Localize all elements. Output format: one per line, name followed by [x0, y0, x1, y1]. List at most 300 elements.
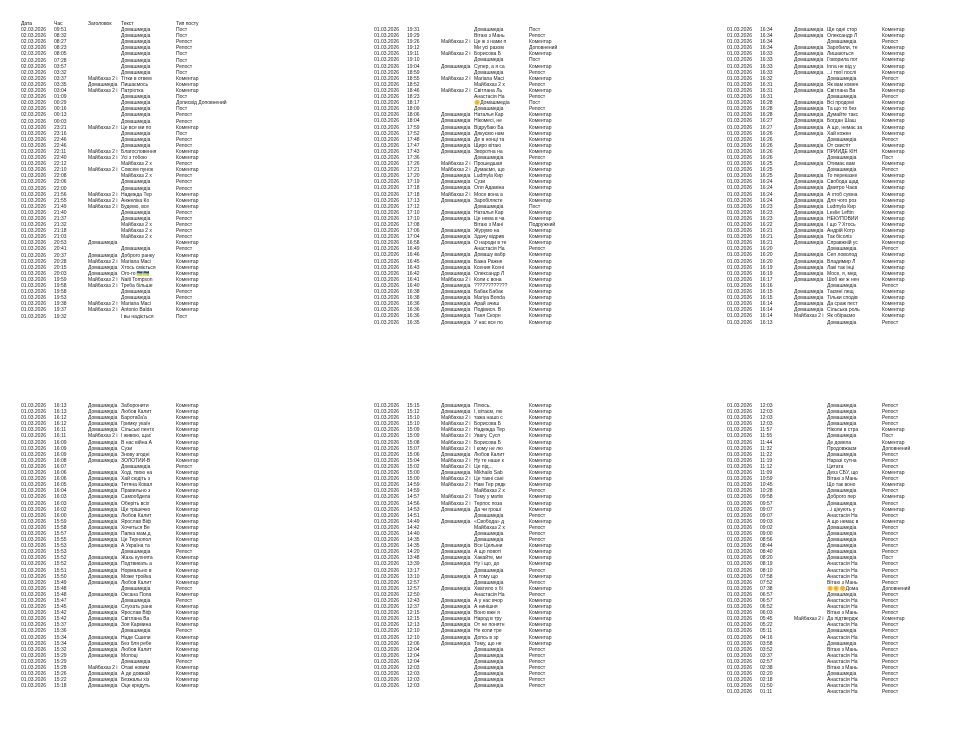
cell-date: 01.03.2026 [374, 69, 400, 76]
cell-text: Mariya Bonda [474, 295, 505, 302]
cell-post-type: Пост [176, 106, 188, 113]
cell-text: Домашмедіа [121, 216, 151, 222]
cell-text: Домашмедіа [474, 203, 504, 210]
cell-time: 15:36 [54, 628, 67, 635]
cell-time: 17:06 [407, 228, 420, 235]
cell-post-type: Коментар [882, 258, 905, 265]
cell-title: Домашмедіа [794, 130, 824, 137]
cell-text: Журумо на [474, 228, 500, 235]
cell-text: Ксения Ксені [474, 264, 504, 271]
cell-date: 01.03.2026 [21, 415, 47, 422]
cell-text: Самообдела [121, 494, 151, 501]
cell-title: Майбахаз 2 і [88, 197, 118, 204]
cell-date: 01.03.2026 [21, 610, 47, 617]
cell-post-type: Коментар [529, 161, 552, 168]
cell-post-type: Репост [882, 136, 899, 143]
cell-post-type: Коментар [176, 567, 199, 574]
cell-post-type: Репост [176, 658, 193, 665]
cell-title: Домашмедіа [441, 403, 471, 409]
cell-post-type: Коментар [176, 671, 199, 678]
cell-time: 23:16 [54, 130, 67, 137]
cell-time: 15:00 [407, 476, 420, 483]
cell-text: Хакайте, ми [474, 555, 503, 562]
cell-time: 16:28 [760, 100, 773, 107]
cell-time: 11:57 [760, 427, 773, 434]
cell-text: Совсем пунок [121, 167, 154, 174]
cell-title: Домашмедіа [441, 409, 471, 416]
cell-title: Майбахаз 2 і [441, 167, 471, 174]
cell-time: 14:20 [407, 549, 420, 556]
cell-text: Домашмедіа [474, 69, 504, 76]
cell-time: 16:03 [54, 500, 67, 507]
cell-text: Домашмедіа [827, 409, 857, 416]
cell-post-type: Коментар [176, 148, 199, 155]
cell-text: Вітаю з Мань [827, 579, 858, 586]
cell-text: Анастасія На [827, 567, 858, 574]
cell-title: Домашмедіа [88, 543, 118, 550]
cell-text: Домашмедіа [121, 142, 151, 149]
cell-title: Майбахаз 2 і [88, 155, 118, 162]
cell-date: 01.03.2026 [374, 457, 400, 464]
cell-text: Домашмедіа [474, 671, 504, 678]
cell-post-type: Пост [529, 57, 541, 64]
cell-date: 01.03.2026 [727, 573, 753, 580]
cell-title: Майбахаз 2 і [441, 494, 471, 501]
cell-time: 21:03 [54, 234, 67, 241]
cell-text: Mariana Macі [121, 258, 152, 265]
cell-date: 01.03.2026 [21, 634, 47, 641]
cell-title: Домашмедіа [88, 403, 118, 409]
cell-title: Домашмедіа [88, 470, 118, 477]
cell-post-type: Пост [529, 100, 541, 107]
cell-date: 01.03.2026 [374, 488, 400, 495]
cell-title: Домашмедіа [794, 179, 824, 186]
cell-post-type: Коментар [529, 252, 552, 259]
cell-text: Хватило х бі [474, 585, 503, 592]
cell-date: 01.03.2026 [727, 39, 753, 46]
cell-text: Світлана Ва [827, 87, 856, 94]
cell-date: 01.03.2026 [21, 524, 47, 531]
cell-date: 01.03.2026 [374, 677, 400, 684]
cell-text: В нас війна А [121, 439, 152, 446]
cell-title: Домашмедіа [794, 215, 824, 222]
cell-date: 01.03.2026 [374, 301, 400, 308]
cell-post-type: Репост [529, 646, 546, 653]
cell-title: Майбахаз 2 і [441, 427, 471, 434]
cell-time: 15:48 [54, 585, 67, 592]
cell-post-type: Репост [882, 671, 899, 678]
cell-text: Ми усі разом [474, 45, 504, 52]
cell-time: 12:03 [760, 403, 773, 409]
cell-post-type: Коментар [529, 148, 552, 155]
cell-time: 11:55 [760, 433, 773, 440]
cell-time: 18:17 [407, 100, 420, 107]
cell-post-type: Коментар [529, 494, 552, 501]
cell-time: 19:04 [407, 63, 420, 70]
cell-date: 01.03.2026 [21, 616, 47, 623]
cell-date: 01.03.2026 [374, 665, 400, 672]
cell-time: 13:17 [407, 567, 420, 574]
cell-post-type: Коментар [529, 445, 552, 452]
cell-title: Майбахаз 2 і [441, 87, 471, 94]
cell-time: 12:10 [407, 628, 420, 635]
cell-post-type: Коментар [176, 270, 199, 277]
cell-time: 14:40 [407, 530, 420, 537]
cell-text: Мосе вона а [474, 191, 503, 198]
cell-date: 01.03.2026 [374, 579, 400, 586]
cell-text: Дякуємо нам [474, 130, 504, 137]
cell-date: 01.03.2026 [727, 264, 753, 271]
cell-date: 01.03.2026 [21, 476, 47, 483]
cell-date: 01.03.2026 [374, 246, 400, 253]
cell-post-type: Коментар [176, 445, 199, 452]
cell-text: Де довела [827, 439, 852, 446]
cell-title: Домашмедіа [794, 112, 824, 119]
cell-date: 01.03.2026 [374, 494, 400, 501]
cell-text: Домашмедіа [121, 209, 151, 216]
cell-title: Домашмедіа [441, 598, 471, 604]
cell-title: Домашмедіа [441, 616, 471, 623]
cell-text: І що ? Хтось [827, 222, 856, 228]
cell-time: 14:35 [407, 543, 420, 550]
header-text: Текст [121, 21, 134, 27]
cell-text: Ну і що, до [474, 561, 500, 568]
cell-time: 08:19 [760, 561, 773, 568]
cell-post-type: Репост [882, 451, 899, 458]
cell-title: Домашмедіа [88, 677, 118, 684]
cell-date: 01.03.2026 [727, 470, 753, 477]
cell-text: Домашмедіа [827, 94, 857, 101]
cell-post-type: Коментар [529, 173, 552, 180]
cell-post-type: Коментар [529, 421, 552, 428]
cell-title: Домашмедіа [88, 409, 118, 416]
cell-date: 01.03.2026 [374, 148, 400, 155]
cell-text: Тетяна Ковал [121, 482, 153, 489]
cell-text: Домашмедіа [121, 94, 151, 101]
cell-time: 16:33 [760, 63, 773, 70]
cell-date: 01.03.2026 [374, 683, 400, 690]
cell-title: Домашмедіа [88, 555, 118, 562]
cell-title: Домашмедіа [441, 179, 471, 186]
cell-text: Домашмедіа [121, 51, 151, 58]
cell-text: Може тройка [121, 573, 152, 580]
cell-date: 01.03.2026 [374, 130, 400, 137]
cell-date: 01.03.2026 [727, 27, 753, 33]
cell-post-type: Репост [176, 45, 193, 52]
cell-text: Пишаємось [121, 81, 149, 88]
cell-title: Майбахаз 2 і [88, 433, 118, 440]
cell-post-type: Коментар [176, 258, 199, 265]
cell-text: 🌼Домашмедіа [474, 100, 510, 107]
cell-title: Домашмедіа [794, 276, 824, 283]
cell-text: Для чого роз [827, 197, 857, 204]
cell-text: Домашмедіа [827, 640, 857, 647]
cell-time: 19:11 [407, 51, 420, 58]
cell-text: Домашмедіа [827, 530, 857, 537]
cell-text: Домашмедіа [474, 537, 504, 544]
cell-post-type: Коментар [529, 282, 552, 289]
cell-date: 01.03.2026 [374, 463, 400, 470]
cell-post-type: Коментар [176, 616, 199, 623]
cell-time: 12:04 [407, 652, 420, 659]
cell-date: 01.03.2026 [727, 240, 753, 247]
cell-text: Вітаю з Мані [474, 222, 504, 228]
cell-text: Любов Калит [121, 512, 152, 519]
cell-text: Домашмедіа [121, 136, 151, 143]
cell-time: 15:08 [407, 439, 420, 446]
cell-date: 01.03.2026 [21, 677, 47, 684]
cell-text: Анастасія На [827, 604, 858, 611]
cell-time: 20:15 [54, 264, 67, 271]
cell-post-type: Репост [529, 671, 546, 678]
cell-time: 16:28 [760, 112, 773, 119]
cell-title: Домашмедіа [441, 130, 471, 137]
cell-time: 17:20 [407, 173, 420, 180]
cell-post-type: Репост [882, 573, 899, 580]
cell-title: Майбахаз 2 і [441, 445, 471, 452]
cell-post-type: Доповнений [882, 445, 911, 452]
cell-time: 08:56 [760, 537, 773, 544]
cell-text: Що так воно [827, 482, 856, 489]
cell-date: 01.03.2026 [727, 543, 753, 550]
cell-post-type: Коментар [529, 185, 552, 192]
cell-post-type: Коментар [529, 409, 552, 416]
cell-time: 21:40 [54, 209, 67, 216]
cell-time: 16:58 [407, 240, 420, 247]
cell-text: Домашмедіа [827, 433, 857, 440]
cell-text: Mikhailo Sab [474, 470, 503, 477]
cell-time: 02:57 [760, 658, 773, 665]
cell-time: 22:46 [54, 142, 67, 149]
cell-text: Домашмедіа [121, 112, 151, 119]
cell-title: Домашмедіа [441, 573, 471, 580]
cell-date: 01.03.2026 [21, 216, 47, 222]
cell-time: 22:12 [54, 161, 67, 168]
cell-time: 22:40 [54, 155, 67, 162]
cell-post-type: Коментар [529, 415, 552, 422]
cell-post-type: Репост [176, 142, 193, 149]
cell-text: Майбахаз 2 х [474, 81, 505, 88]
cell-text: Домашмедіа [474, 567, 504, 574]
cell-date: 01.03.2026 [21, 512, 47, 519]
header-time: Час [54, 21, 63, 27]
cell-text: Домашмедіа [827, 524, 857, 531]
cell-time: 03:32 [54, 69, 67, 76]
cell-text: Antonio Balda [121, 307, 153, 314]
cell-date: 01.03.2026 [727, 252, 753, 259]
cell-title: Домашмедіа [88, 476, 118, 483]
cell-text: Свобода щад [827, 179, 859, 186]
cell-text: Анастасія На [474, 94, 505, 101]
cell-post-type: Репост [529, 530, 546, 537]
cell-text: Нікомесі, не [474, 118, 502, 125]
cell-text: Будемо, все [121, 203, 150, 210]
cell-time: 15:51 [54, 567, 67, 574]
cell-time: 14:49 [407, 518, 420, 525]
cell-time: 15:50 [54, 573, 67, 580]
cell-date: 01.03.2026 [374, 197, 400, 204]
cell-time: 02:38 [760, 665, 773, 672]
cell-text: Ludmyla Кир [827, 203, 856, 210]
cell-title: Майбахаз 2 і [441, 482, 471, 489]
cell-title: Домашмедіа [88, 524, 118, 531]
cell-date: 01.03.2026 [727, 33, 753, 40]
cell-time: 15:12 [407, 409, 420, 416]
cell-time: 12:03 [760, 415, 773, 422]
cell-title: Домашмедіа [88, 512, 118, 519]
cell-text: Сеп ловолод [827, 252, 858, 259]
cell-date: 01.03.2026 [727, 75, 753, 82]
cell-time: 05:22 [760, 622, 773, 629]
cell-post-type: Коментар [176, 75, 199, 82]
cell-date: 01.03.2026 [21, 604, 47, 611]
cell-text: Домашу вабр [474, 252, 506, 259]
cell-post-type: Коментар [176, 640, 199, 647]
cell-time: 11:12 [760, 463, 773, 470]
cell-date: 01.03.2026 [374, 518, 400, 525]
cell-date: 01.03.2026 [21, 573, 47, 580]
cell-time: 16:05 [54, 482, 67, 489]
cell-post-type: Коментар [529, 457, 552, 464]
cell-date: 01.03.2026 [727, 488, 753, 495]
cell-date: 01.03.2026 [727, 658, 753, 665]
cell-post-type: Коментар [176, 506, 199, 513]
cell-time: 16:17 [760, 276, 773, 283]
cell-post-type: Репост [529, 683, 546, 690]
cell-time: 16:25 [760, 173, 773, 180]
cell-text: Всі продомі [827, 100, 854, 107]
cell-post-type: Репост [529, 106, 546, 113]
cell-title: Домашмедіа [794, 81, 824, 88]
cell-date: 01.03.2026 [21, 228, 47, 235]
cell-time: 12:03 [407, 671, 420, 678]
cell-date: 01.03.2026 [374, 561, 400, 568]
cell-title: Домашмедіа [794, 228, 824, 235]
cell-text: Бажа Ражне [474, 258, 503, 265]
cell-text: Домашмедіа [121, 289, 151, 296]
cell-time: 12:15 [407, 616, 420, 623]
cell-time: 16:31 [760, 87, 773, 94]
cell-date: 01.03.2026 [21, 307, 47, 314]
cell-title: Майбахаз 2 і [441, 161, 471, 168]
cell-date: 01.03.2026 [374, 415, 400, 422]
cell-time: 09:02 [760, 524, 773, 531]
cell-post-type: Коментар [529, 197, 552, 204]
cell-text: Арай ачиш [474, 301, 500, 308]
cell-post-type: Репост [176, 628, 193, 635]
cell-date: 01.03.2026 [374, 295, 400, 302]
cell-date: 01.03.2026 [374, 33, 400, 40]
cell-post-type: Пост [176, 51, 188, 58]
cell-time: 21:56 [54, 191, 67, 198]
cell-date: 01.03.2026 [21, 161, 47, 168]
cell-title: Майбахаз 2 і [88, 167, 118, 174]
cell-post-type: Репост [882, 282, 899, 289]
cell-text: Думайте такс [827, 112, 859, 119]
cell-text: Заборонити [121, 403, 149, 409]
cell-text: Це нема в ча [474, 215, 505, 222]
cell-time: 21:37 [54, 216, 67, 222]
cell-post-type: Репост [882, 403, 899, 409]
cell-date: 01.03.2026 [21, 537, 47, 544]
cell-date: 01.03.2026 [727, 579, 753, 586]
cell-time: 06:57 [760, 598, 773, 604]
cell-date: 01.03.2026 [374, 252, 400, 259]
cell-text: Домашмедіа [121, 33, 151, 40]
cell-title: Домашмедіа [794, 51, 824, 58]
cell-time: 16:13 [760, 319, 773, 326]
cell-date: 01.03.2026 [21, 457, 47, 464]
cell-post-type: Коментар [882, 506, 905, 513]
cell-text: Майбахаз 2 х [474, 488, 505, 495]
cell-date: 01.03.2026 [21, 658, 47, 665]
cell-text: Олл Адаміна [474, 185, 505, 192]
cell-text: Домашмедіа [827, 549, 857, 556]
cell-time: 11:09 [760, 470, 773, 477]
cell-time: 12:57 [407, 579, 420, 586]
cell-title: Домашмедіа [88, 530, 118, 537]
cell-text: Анастасія На [827, 652, 858, 659]
cell-post-type: Коментар [882, 124, 905, 131]
cell-text: Владимир Л [827, 258, 856, 265]
cell-date: 01.03.2026 [374, 63, 400, 70]
cell-post-type: Репост [176, 585, 193, 592]
cell-date: 01.03.2026 [727, 112, 753, 119]
cell-time: 16:11 [54, 433, 67, 440]
cell-title: Домашмедіа [441, 173, 471, 180]
cell-post-type: Коментар [882, 173, 905, 180]
cell-text: Допсь в зр [474, 634, 499, 641]
cell-date: 01.03.2026 [727, 445, 753, 452]
cell-date: 01.03.2026 [374, 591, 400, 598]
cell-time: 09:58 [760, 494, 773, 501]
cell-time: 17:12 [407, 203, 420, 210]
cell-time: 16:23 [760, 203, 773, 210]
cell-time: 12:10 [407, 634, 420, 641]
cell-post-type: Коментар [176, 518, 199, 525]
cell-date: 02.03.2026 [21, 88, 47, 95]
cell-time: 21:49 [54, 203, 67, 210]
cell-text: Молоці [121, 652, 138, 659]
cell-text: Отимає вам [827, 161, 855, 168]
cell-post-type: Пост [176, 27, 188, 34]
cell-date: 01.03.2026 [374, 524, 400, 531]
cell-time: 18:52 [407, 81, 420, 88]
cell-date: 01.03.2026 [727, 282, 753, 289]
cell-date: 01.03.2026 [727, 203, 753, 210]
cell-time: 16:24 [760, 191, 773, 198]
cell-post-type: Коментар [176, 88, 199, 95]
cell-post-type: Коментар [176, 610, 199, 617]
cell-text: Домашмедіа [827, 282, 857, 289]
cell-time: 16:36 [407, 301, 420, 308]
cell-text: Домашмедіа [121, 549, 151, 556]
cell-post-type: Репост [882, 646, 899, 653]
cell-time: 12:13 [407, 622, 420, 629]
cell-date: 01.03.2026 [374, 616, 400, 623]
cell-title: Майбахаз 2 і [794, 616, 824, 623]
cell-date: 01.03.2026 [374, 240, 400, 247]
cell-title: Домашмедіа [441, 610, 471, 617]
cell-date: 01.03.2026 [21, 203, 47, 210]
cell-text: Вітаю з Мань [827, 476, 858, 483]
cell-date: 01.03.2026 [727, 57, 753, 64]
cell-post-type: Коментар [176, 683, 199, 690]
cell-date: 02.03.2026 [21, 69, 47, 76]
cell-date: 02.03.2026 [21, 63, 47, 70]
cell-text: Анастасія На [827, 677, 858, 684]
cell-time: 15:59 [54, 518, 67, 525]
